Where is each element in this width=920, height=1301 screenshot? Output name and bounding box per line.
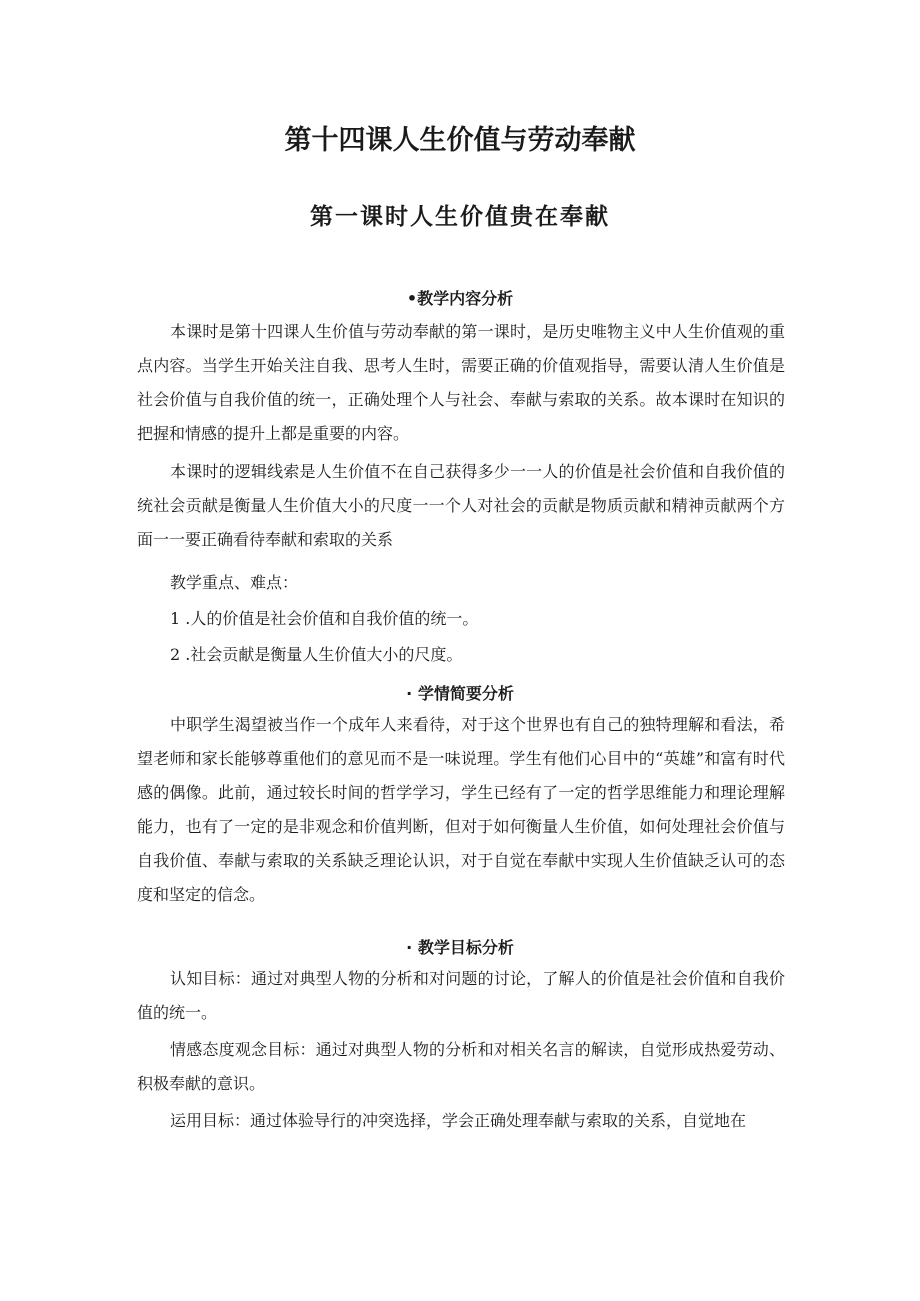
- paragraph: 本课时是第十四课人生价值与劳动奉献的第一课时，是历史唯物主义中人生价值观的重点内容。当学生开始关注自我、思考人生时，需要正确的价值观指导，需要认清人生价值是社会价值与自我价值的统一，正确处理个人与社会、奉献与索取的关系。故本课时在知识的把握和情感的提升上都是重要的内容。: [137, 322, 785, 443]
- document-subtitle: 第一课时人生价值贵在奉献: [310, 203, 610, 230]
- section-heading-student-analysis: · 学情简要分析: [406, 684, 514, 703]
- paragraph-application-goal: 运用目标：通过体验导行的冲突选择，学会正确处理奉献与索取的关系，自觉地在: [170, 1111, 747, 1130]
- paragraph-cognitive-goal: 认知目标：通过对典型人物的分析和对问题的讨论，了解人的价值是社会价值和自我价值的统一。: [137, 969, 785, 1022]
- section-heading-content-analysis: •教学内容分析: [406, 289, 514, 308]
- paragraph: 本课时的逻辑线索是人生价值不在自己获得多少一一人的价值是社会价值和自我价值的统社会贡献是衡量人生价值大小的尺度一一个人对社会的贡献是物质贡献和精神贡献两个方面一一要正确看待奉献和索取的关系: [137, 462, 785, 549]
- section-heading-objectives: · 教学目标分析: [406, 938, 514, 957]
- key-point-item: 1 .人的价值是社会价值和自我价值的统一。: [170, 609, 479, 628]
- paragraph: 中职学生渴望被当作一个成年人来看待，对于这个世界也有自己的独特理解和看法，希望老师和家长能够尊重他们的意见而不是一味说理。学生有他们心目中的“英雄”和富有时代感的偶像。此前，通过较长时间的哲学学习，学生已经有了一定的哲学思维能力和理论理解能力，也有了一定的是非观念和价值判断，但对于如何衡量人生价值，如何处理社会价值与自我价值、奉献与索取的关系缺乏理论认识，对于自觉在奉献中实现人生价值缺乏认可的态度和坚定的信念。: [137, 715, 785, 904]
- key-points-label: 教学重点、难点：: [170, 573, 299, 592]
- key-point-item: 2 .社会贡献是衡量人生价值大小的尺度。: [170, 645, 463, 664]
- paragraph-affective-goal: 情感态度观念目标：通过对典型人物的分析和对相关名言的解读，自觉形成热爱劳动、积极奉献的意识。: [137, 1040, 785, 1093]
- document-title: 第十四课人生价值与劳动奉献: [284, 125, 636, 156]
